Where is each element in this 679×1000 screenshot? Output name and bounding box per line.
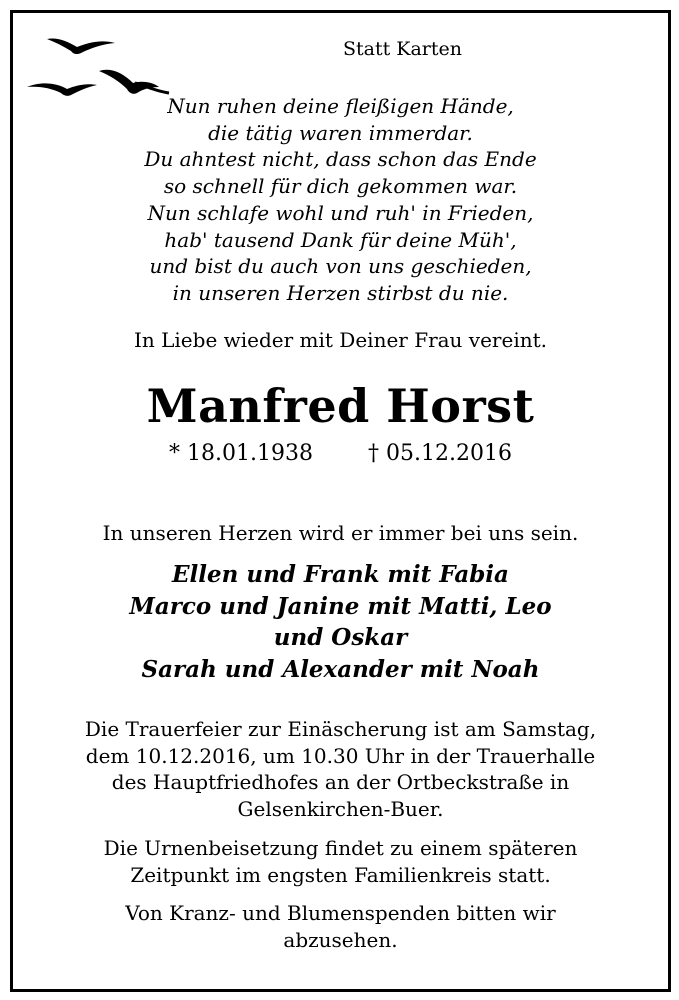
flowers-info (13, 900, 668, 953)
statt-karten-label: Statt Karten (343, 38, 463, 60)
life-dates (13, 441, 668, 466)
death-date: † 05.12.2016 (368, 441, 512, 466)
family-line: und Oskar (273, 624, 408, 651)
family-line: Ellen und Frank mit Fabia (172, 561, 509, 588)
ceremony-line: Die Trauerfeier zur Einäscherung ist am Samstag, (84, 717, 597, 741)
poem-line: und bist du auch von uns geschieden, (149, 254, 532, 279)
poem-line: in unseren Herzen stirbst du nie. (172, 280, 509, 305)
poem (13, 93, 668, 307)
deceased-name: Manfred Horst (146, 379, 535, 433)
flowers-line: abzusehen. (283, 927, 398, 952)
flowers-line: Von Kranz- und Blumenspenden bitten wir (125, 901, 556, 925)
family-line: Sarah und Alexander mit Noah (141, 655, 540, 683)
burial-line: Zeitpunkt im engsten Familienkreis statt. (130, 862, 551, 887)
ceremony-line: Gelsenkirchen-Buer. (237, 796, 444, 821)
burial-info (13, 835, 668, 888)
poem-line: so schnell für dich gekommen war. (163, 174, 518, 199)
birth-date: * 18.01.1938 (169, 441, 313, 466)
family-signatures (13, 559, 668, 685)
poem-line: Nun schlafe wohl und ruh' in Frieden, (147, 200, 534, 225)
family-line: Marco und Janine mit Matti, Leo (129, 592, 552, 620)
ceremony-line: dem 10.12.2016, um 10.30 Uhr in der Trauerhalle (85, 743, 596, 768)
poem-line: Nun ruhen deine fleißigen Hände, (167, 94, 514, 118)
reunited-line: In Liebe wieder mit Deiner Frau vereint. (133, 328, 548, 352)
burial-line: Die Urnenbeisetzung findet zu einem späteren (103, 836, 578, 860)
poem-line: hab' tausend Dank für deine Müh', (164, 227, 517, 252)
poem-line: Du ahntest nicht, dass schon das Ende (144, 147, 537, 172)
memory-line: In unseren Herzen wird er immer bei uns sein. (102, 521, 579, 545)
obituary-notice (10, 10, 671, 992)
poem-line: die tätig waren immerdar. (208, 120, 473, 145)
ceremony-line: des Hauptfriedhofes an der Ortbeckstraße in (111, 770, 570, 794)
ceremony-info (13, 716, 668, 822)
